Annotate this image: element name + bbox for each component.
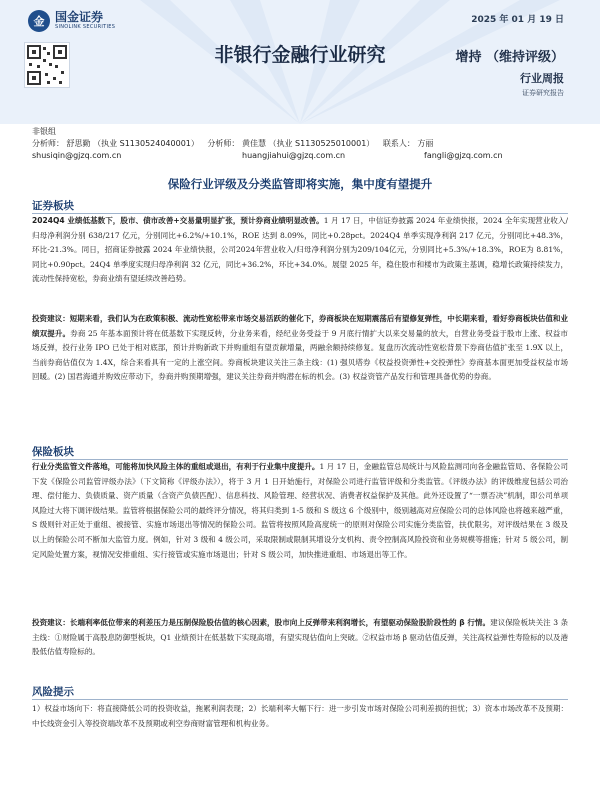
report-subtitle: 保险行业评级及分类监管即将实施，集中度有望提升 bbox=[167, 177, 433, 191]
insurance-p2-lead: 投资建议：长端利率低位带来的利差压力是压制保险股估值的核心因素，股市向上反弹带来利润增长，有望驱动保险股阶段性的 β 行情。 bbox=[32, 618, 491, 627]
analyst-emails bbox=[32, 150, 572, 162]
broker-paragraph-1 bbox=[32, 214, 568, 287]
report-header bbox=[0, 0, 600, 124]
email-1[interactable]: shusiqin@gjzq.com.cn bbox=[32, 151, 122, 160]
broker-p2-lead: 投资建议：短期来看，我们认为在政策积极、流动性宽松带来市场交易活跃的催化下，券商板块在短期震荡后有望修复弹性，中长期来看，看好券商板块估值和业绩双提升。 bbox=[32, 314, 568, 338]
report-title: 非银行金融行业研究 bbox=[214, 44, 386, 66]
company-logo bbox=[28, 10, 115, 32]
report-type: 行业周报 bbox=[520, 72, 564, 85]
broker-p2-body: 券商 25 年基本面预计将在低基数下实现反转，分业务来看，经纪业务受益于 9 月底行情扩大以来交易量的放大，自营业务受益于股市上涨、权益市场反弹，投行业务 IPO 已处于相对底部，预计并购新政下并购重组有望贡献增量，两融余额持续修复。复盘历次流动性宽松背景下券商估值扩张至 1.9X 以上，当前券商估值仅为 1.4X，综合来看具有一定的上涨空间。券商板块建议关注三条主线：(1) 强贝塔券《权益投资弹性+交投弹性》券商基本面更加受益权益市场回暖。(2) 国君海通并购效应带动下，券商并购预期增强，建议关注券商并购潜在标的机会。(3) 权益资管产品发行和管理具备优势的券商。 bbox=[32, 328, 568, 382]
broker-paragraph-2 bbox=[32, 312, 568, 385]
section-divider bbox=[32, 699, 568, 700]
insurance-p1-body: 1 月 17 日，金融监管总局统计与风险监测司向各金融监管局、各保险公司下发《保险公司监管评级办法》（下文简称《评级办法》），将于 3 月 1 日开始施行，对保险公司进行监管评级和分类监管。《评级办法》的评级维度包括公司治理、偿付能力、负债质量、资产质量（含资产负债匹配）、信息科技、风险管理、经营状况、消费者权益保护及其他。此外还设置了“一票否决”机制，即公司单项风险过大将下调评级结果。监管将根据保险公司的最终评分情况，将其归类到 1-5 级和 S 级这 6 个级别中，级别越高对应保险公司的总体风险也将越来越严重，S 级则针对正处于重组、被接管、实施市场退出等情况的保险公司。监管将按照风险高度统一的原则对保险公司实施分类监管，扶优限劣，对评级结果在 3 级及以上的保险公司不断加大监管力度。例如，针对 3 级和 4 级公司，采取限制或限制其增设分支机构、责令控制高风险投资和业务规模等措施；针对 5 级公司，制定风险处置方案，视情况安排重组、实行接管或实施市场退出；针对 S 级公司，加快推进重组、市场退出等工作。 bbox=[32, 462, 568, 559]
analyst-block bbox=[32, 126, 572, 162]
logo-name: 国金证券 bbox=[55, 10, 104, 24]
analyst-2: 分析师： 黄佳慧 （执业 S1130525010001） bbox=[207, 139, 375, 148]
insurance-section-heading: 保险板块 bbox=[32, 446, 74, 458]
report-date: 2025 年 01 月 19 日 bbox=[471, 15, 564, 25]
analyst-1: 分析师： 舒思勤 （执业 S1130524040001） bbox=[32, 139, 199, 148]
logo-mark-icon: 金 bbox=[28, 10, 50, 32]
risk-paragraph: 1）权益市场向下：将直接降低公司的投资收益，拖累利润表现；2）长端利率大幅下行：进一步引发市场对保险公司利差损的担忧；3）资本市场改革不及预期：中长线资金引入等投资端改革不及预期或利空券商财富管理和机构业务。 bbox=[32, 704, 568, 728]
report-category: 证券研究报告 bbox=[522, 89, 564, 97]
analyst-names bbox=[32, 138, 572, 150]
broker-p1-lead: 2024Q4 业绩低基数下，股市、债市改善+交易量明显扩张，预计券商业绩明显改善。 bbox=[32, 216, 324, 225]
risk-section-heading: 风险提示 bbox=[32, 686, 74, 698]
team-name: 非银组 bbox=[32, 127, 56, 136]
email-3[interactable]: fangli@gjzq.com.cn bbox=[424, 151, 503, 160]
insurance-paragraph-1 bbox=[32, 460, 568, 562]
insurance-paragraph-2 bbox=[32, 616, 568, 660]
insurance-p1-lead: 行业分类监管文件落地，可能将加快风险主体的重组或退出，有利于行业集中度提升。 bbox=[32, 462, 320, 471]
contact-person: 联系人： 方丽 bbox=[382, 139, 434, 148]
insurance-p2-body: 建议保险板块关注 3 条主线：①财险属于高股息防御型板块，Q1 业绩预计在低基数下实现高增，有望实现估值向上突破。②权益市场 β 驱动估值反弹，关注高权益弹性寿险标的以及港股低估值寿险标的。 bbox=[32, 618, 568, 657]
industry-rating: 增持 （维持评级） bbox=[455, 50, 564, 65]
email-2[interactable]: huangjiahui@gjzq.com.cn bbox=[242, 151, 346, 160]
broker-section-heading: 证券板块 bbox=[32, 200, 74, 212]
broker-p1-body: 1 月 17 日，中信证券披露 2024 年业绩快报，2024 全年实现营业收入/归母净利润分别 638/217 亿元，分别同比+6.2%/+10.1%，ROE 达到 8.09%，同比+0.28pct。2024Q4 单季实现净利润 217 亿元，分别同比+48.3%，环比-21.3%。同日，招商证券披露 2024 年业绩快报，公司2024年营业收入/归母净利润分别为209/104亿元，分别同比+5.3%/+18.3%，ROE为 8.81%，同比+0.90pct。24Q4 单季度实现归母净利润 32 亿元，同比+36.2%，环比+34.0%。展望 2025 年，稳住股市和楼市为政策主基调，稳增长政策持续发力，流动性保持宽松，券商业绩有望延续改善趋势。 bbox=[32, 216, 568, 284]
logo-english-name: SINOLINK SECURITIES bbox=[55, 24, 116, 30]
